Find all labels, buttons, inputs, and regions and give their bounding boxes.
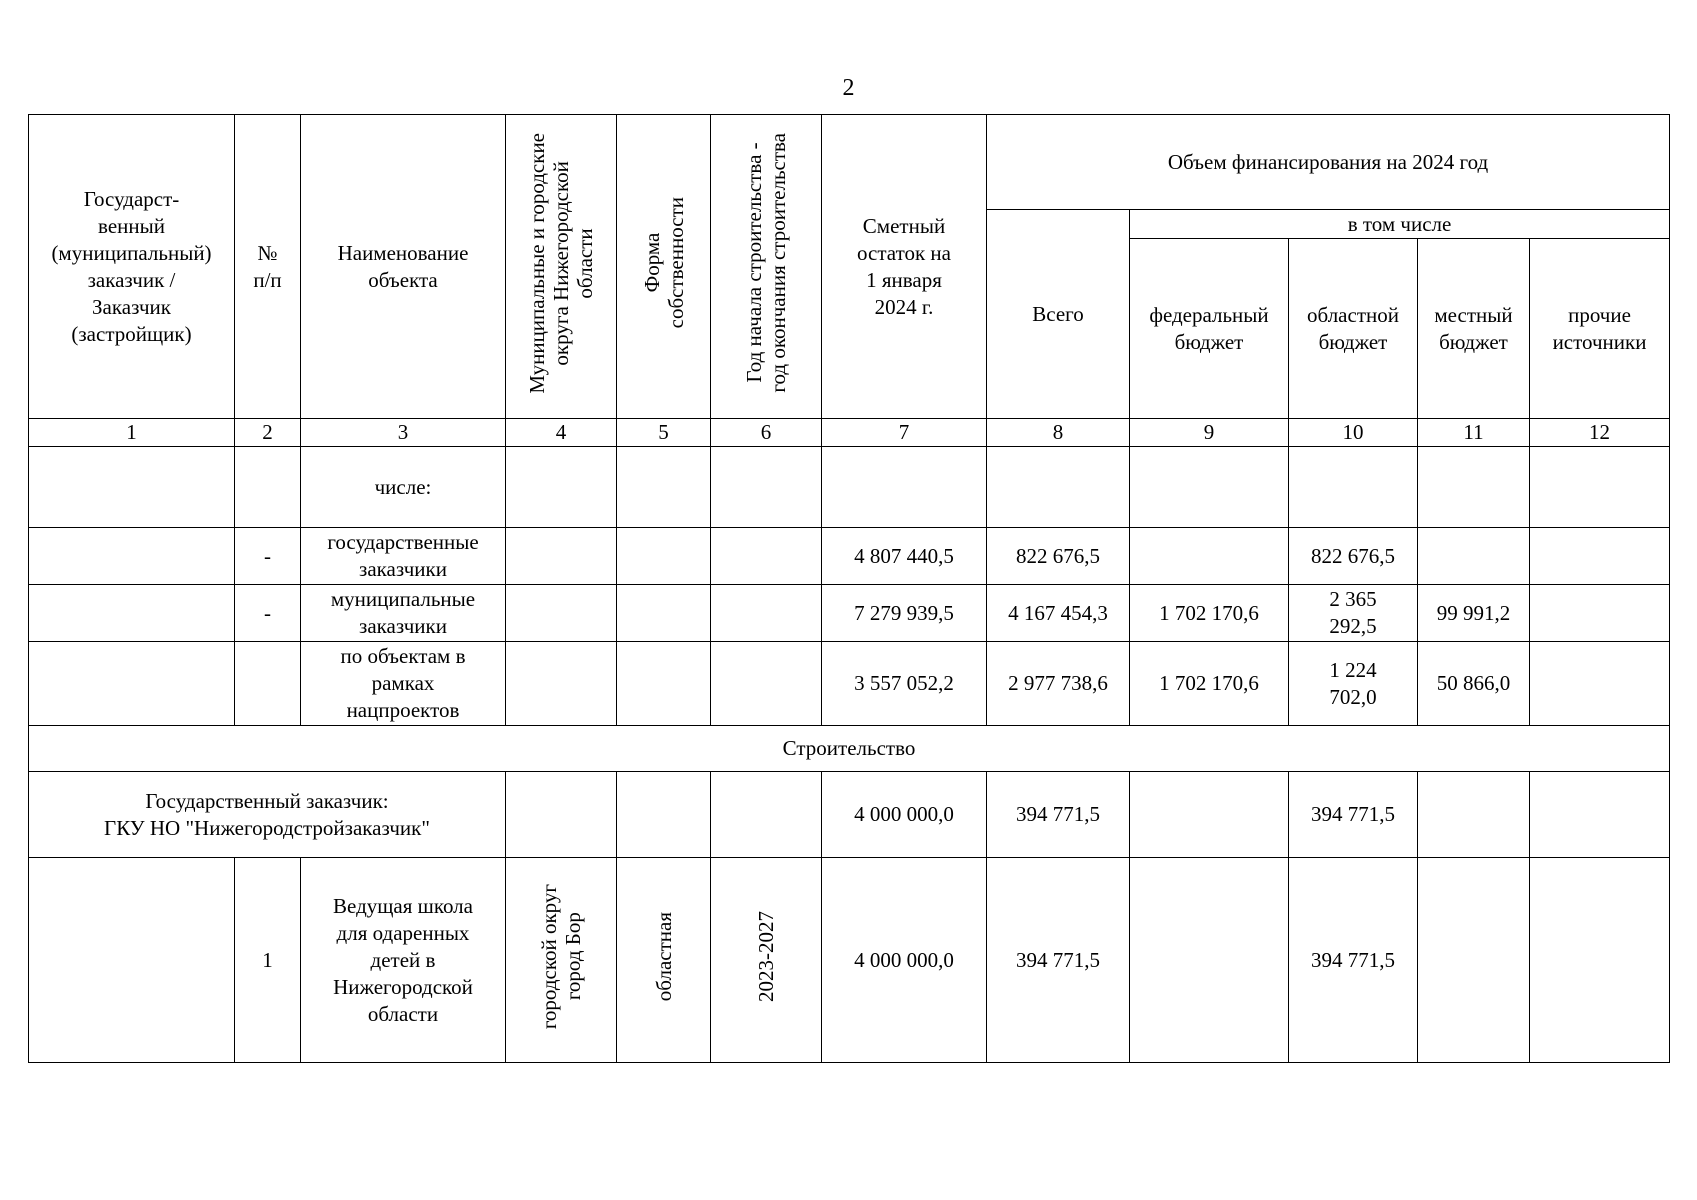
cell-years (711, 528, 822, 585)
cell-district (506, 858, 617, 1063)
cell-district (506, 585, 617, 642)
cell-customer (29, 642, 235, 726)
cell-num (235, 642, 301, 726)
cell-regional: 394 771,5 (1289, 772, 1418, 858)
cell-object-name: по объектам в рамках нацпроектов (301, 642, 506, 726)
cell-ownership-text: областная (651, 911, 676, 1002)
cell-federal (1130, 858, 1289, 1063)
table-row (29, 585, 1670, 642)
cell-customer (29, 858, 235, 1063)
cell-object-name: Ведущая школа для одаренных детей в Нижегородской области (301, 858, 506, 1063)
cell-total: 2 977 738,6 (987, 642, 1130, 726)
cell-customer (29, 528, 235, 585)
table-row (29, 642, 1670, 726)
section-row (29, 726, 1670, 772)
header-including: в том числе (1130, 210, 1670, 239)
header-num: № п/п (235, 115, 301, 419)
column-number: 7 (822, 419, 987, 447)
cell-ownership (617, 858, 711, 1063)
cell-federal (1130, 528, 1289, 585)
cell-years (711, 772, 822, 858)
cell-object-name: числе: (301, 447, 506, 528)
cell-regional: 822 676,5 (1289, 528, 1418, 585)
cell-other (1530, 772, 1670, 858)
header-ownership (617, 115, 711, 419)
cell-object-name: государственные заказчики (301, 528, 506, 585)
cell-other (1530, 858, 1670, 1063)
header-federal: федеральный бюджет (1130, 239, 1289, 419)
cell-remainder: 4 000 000,0 (822, 858, 987, 1063)
header-funding: Объем финансирования на 2024 год (987, 115, 1670, 210)
column-number: 9 (1130, 419, 1289, 447)
cell-district-text: городской округ город Бор (537, 883, 585, 1030)
cell-other (1530, 528, 1670, 585)
column-number: 6 (711, 419, 822, 447)
cell-regional (1289, 447, 1418, 528)
cell-years (711, 447, 822, 528)
cell-other (1530, 447, 1670, 528)
cell-district (506, 642, 617, 726)
cell-ownership (617, 528, 711, 585)
funding-table (28, 114, 1670, 1063)
cell-total: 4 167 454,3 (987, 585, 1130, 642)
cell-customer (29, 447, 235, 528)
header-other: прочие источники (1530, 239, 1670, 419)
cell-total: 394 771,5 (987, 858, 1130, 1063)
cell-local: 50 866,0 (1418, 642, 1530, 726)
cell-num (235, 447, 301, 528)
customer-label: Государственный заказчик: ГКУ НО "Нижегородстройзаказчик" (29, 772, 506, 858)
cell-remainder (822, 447, 987, 528)
header-remainder: Сметный остаток на 1 января 2024 г. (822, 115, 987, 419)
cell-other (1530, 642, 1670, 726)
header-local: местный бюджет (1418, 239, 1530, 419)
table-row (29, 447, 1670, 528)
header-total: Всего (987, 210, 1130, 419)
header-regional: областной бюджет (1289, 239, 1418, 419)
cell-num: 1 (235, 858, 301, 1063)
cell-remainder: 7 279 939,5 (822, 585, 987, 642)
table-row (29, 528, 1670, 585)
cell-years (711, 585, 822, 642)
header-years (711, 115, 822, 419)
cell-local (1418, 447, 1530, 528)
column-number: 8 (987, 419, 1130, 447)
header-object-name: Наименование объекта (301, 115, 506, 419)
column-number: 2 (235, 419, 301, 447)
cell-district (506, 447, 617, 528)
cell-local (1418, 528, 1530, 585)
page-number: 2 (842, 75, 855, 101)
cell-total: 394 771,5 (987, 772, 1130, 858)
header-years-text: Год начала строительства - год окончания строительства (742, 133, 790, 393)
column-number: 1 (29, 419, 235, 447)
cell-district (506, 772, 617, 858)
cell-ownership (617, 642, 711, 726)
cell-ownership (617, 447, 711, 528)
cell-remainder: 4 807 440,5 (822, 528, 987, 585)
cell-ownership (617, 585, 711, 642)
cell-years (711, 642, 822, 726)
cell-customer (29, 585, 235, 642)
cell-federal (1130, 447, 1289, 528)
cell-regional: 1 224 702,0 (1289, 642, 1418, 726)
cell-remainder: 3 557 052,2 (822, 642, 987, 726)
cell-remainder: 4 000 000,0 (822, 772, 987, 858)
cell-num: - (235, 585, 301, 642)
cell-federal: 1 702 170,6 (1130, 642, 1289, 726)
customer-row (29, 772, 1670, 858)
cell-years (711, 858, 822, 1063)
header-ownership-text: Форма собственности (639, 197, 688, 329)
cell-num: - (235, 528, 301, 585)
column-number: 3 (301, 419, 506, 447)
cell-federal (1130, 772, 1289, 858)
cell-total: 822 676,5 (987, 528, 1130, 585)
cell-years-text: 2023-2027 (754, 911, 778, 1002)
object-row (29, 858, 1670, 1063)
header-districts-text: Муниципальные и городские округа Нижегородской области (525, 132, 597, 394)
cell-object-name: муниципальные заказчики (301, 585, 506, 642)
header-districts (506, 115, 617, 419)
column-numbers-row (29, 419, 1670, 447)
cell-federal: 1 702 170,6 (1130, 585, 1289, 642)
column-number: 12 (1530, 419, 1670, 447)
cell-local (1418, 772, 1530, 858)
cell-regional: 394 771,5 (1289, 858, 1418, 1063)
column-number: 10 (1289, 419, 1418, 447)
cell-ownership (617, 772, 711, 858)
cell-district (506, 528, 617, 585)
cell-local (1418, 858, 1530, 1063)
column-number: 11 (1418, 419, 1530, 447)
section-title: Строительство (29, 726, 1670, 772)
cell-total (987, 447, 1130, 528)
cell-regional: 2 365 292,5 (1289, 585, 1418, 642)
column-number: 5 (617, 419, 711, 447)
cell-other (1530, 585, 1670, 642)
header-customer: Государст- венный (муниципальный) заказчик / Заказчик (застройщик) (29, 115, 235, 419)
cell-local: 99 991,2 (1418, 585, 1530, 642)
column-number: 4 (506, 419, 617, 447)
